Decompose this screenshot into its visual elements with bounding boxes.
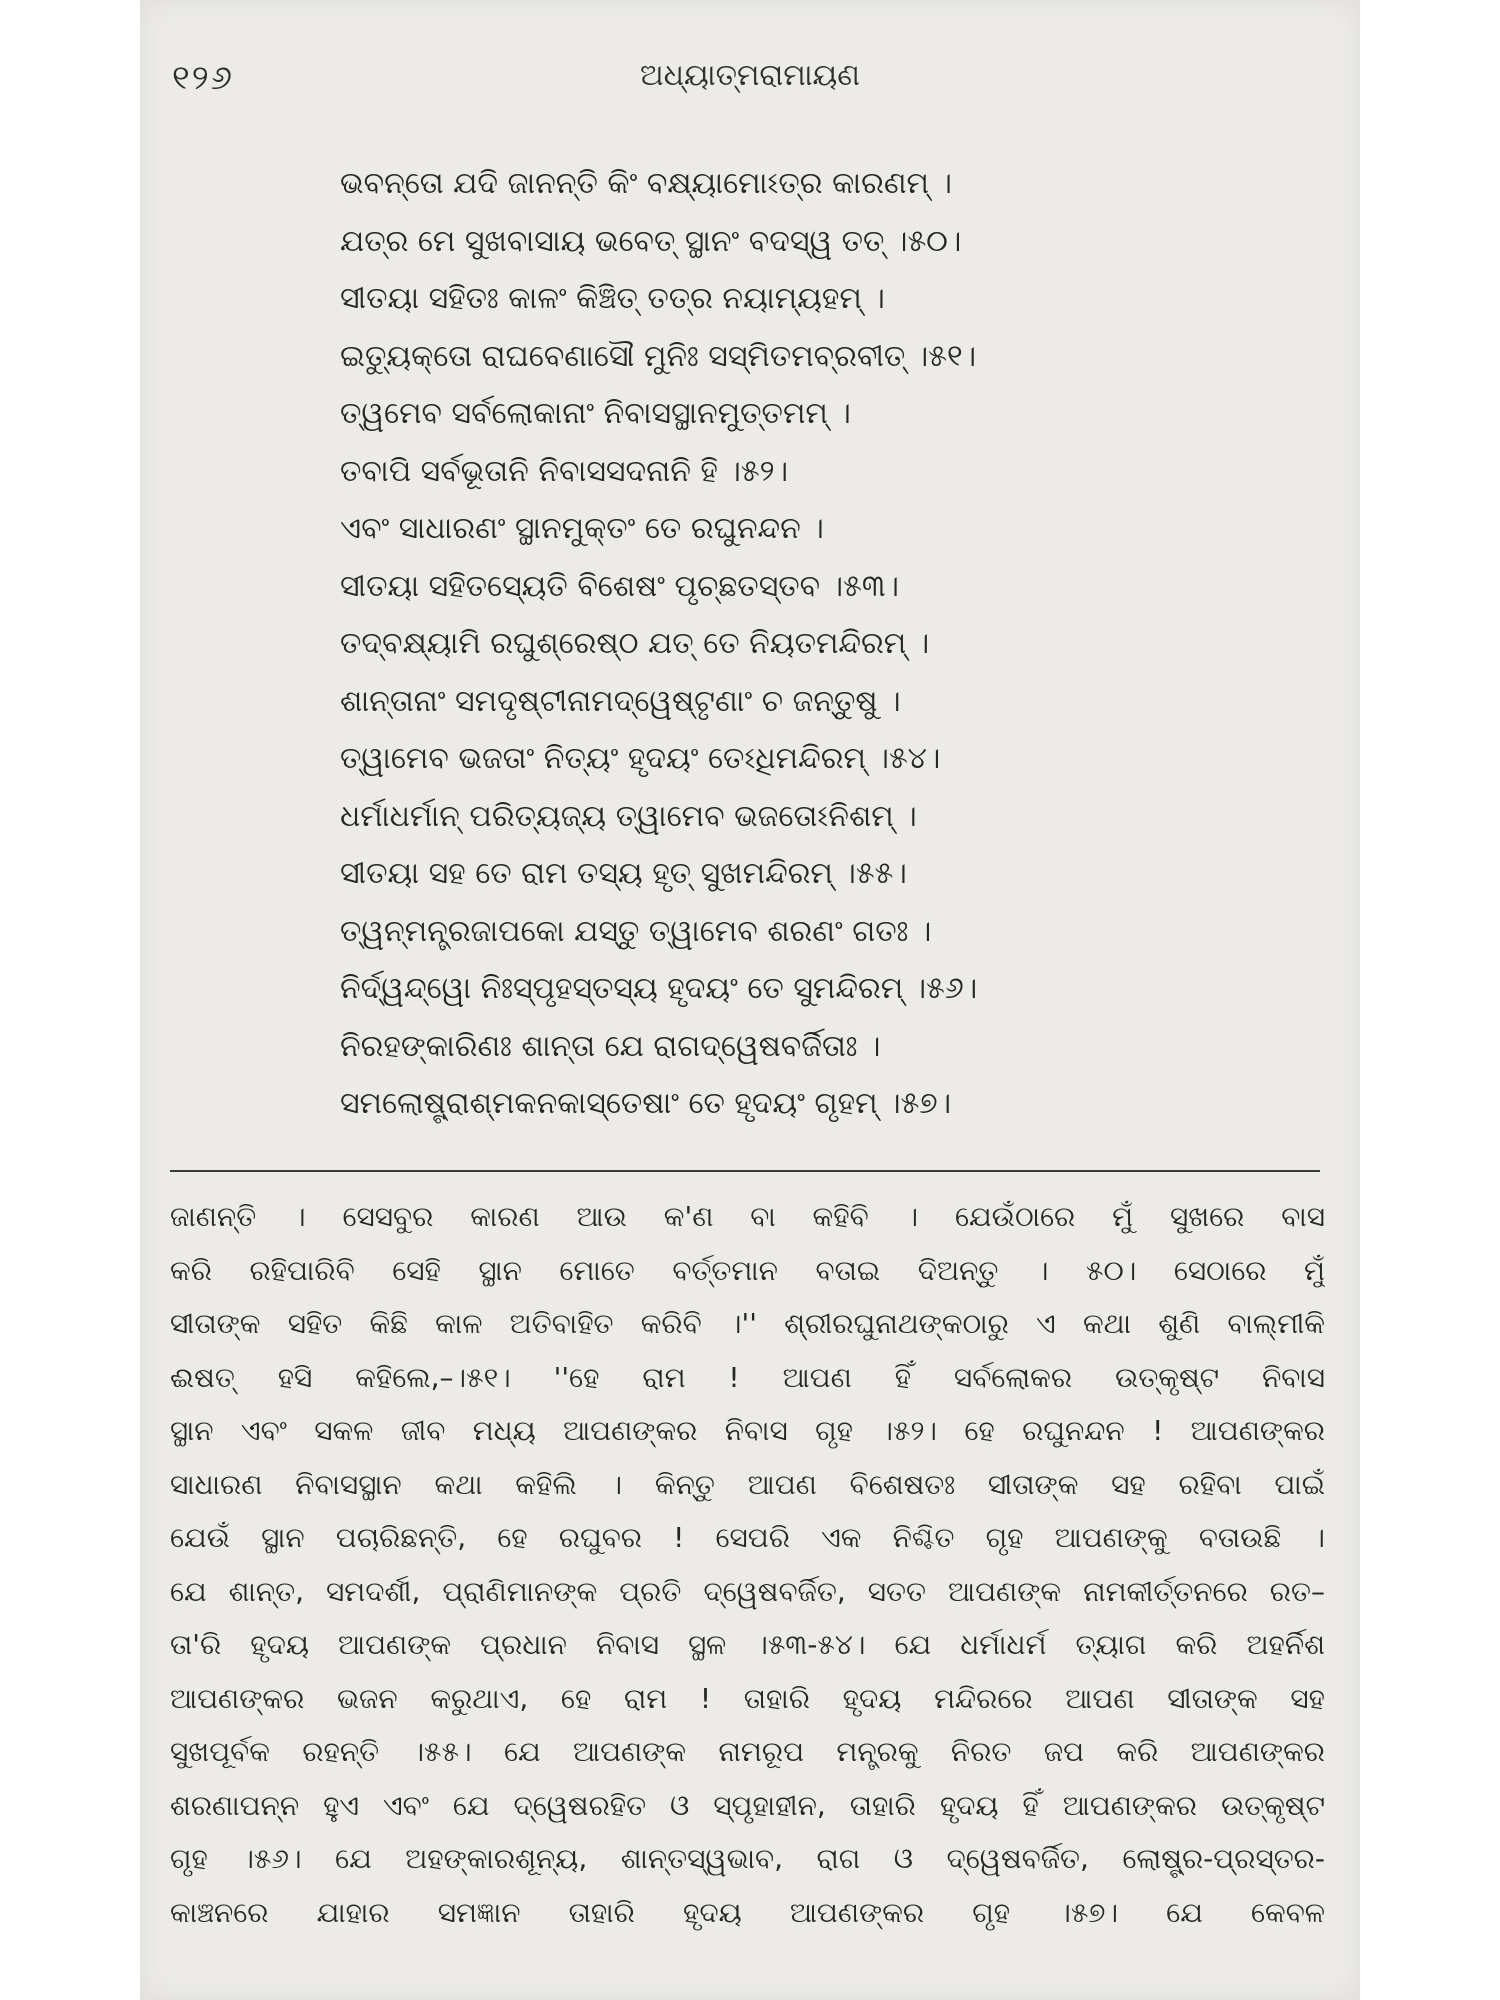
verse-line: ତ୍ୱମେବ ସର୍ବଲୋକାନାଂ ନିବାସସ୍ଥାନମୁତ୍ତମମ୍ । <box>340 396 851 431</box>
section-divider <box>170 1170 1320 1172</box>
translation-line: ଯେ ଶାନ୍ତ, ସମଦର୍ଶୀ, ପ୍ରାଣିମାନଙ୍କ ପ୍ରତି ଦ୍ୱେଷବର୍ଜିତ, ସତତ ଆପଣଙ୍କ ନାମକୀର୍ତ୍ତନରେ ରତ– <box>170 1574 1325 1608</box>
verse-line: ଭବନ୍ତୋ ଯଦି ଜାନନ୍ତି କିଂ ବକ୍ଷ୍ୟାମୋଽତ୍ର କାରଣମ୍ । <box>340 166 952 201</box>
verse-line: ଯତ୍ର ମେ ସୁଖବାସାୟ ଭବେତ୍ ସ୍ଥାନଂ ବଦସ୍ୱ ତତ୍ ।୫୦। <box>340 223 962 259</box>
verse-line: ଇତ୍ୟୁକ୍ତୋ ରାଘବେଣାସୌ ମୁନିଃ ସସ୍ମିତମବ୍ରବୀତ୍ ।୫୧। <box>340 338 977 374</box>
translation-line: ତା'ରି ହୃଦୟ ଆପଣଙ୍କ ପ୍ରଧାନ ନିବାସ ସ୍ଥଳ ।୫୩-୫୪। ଯେ ଧର୍ମାଧର୍ମ ତ୍ୟାଗ କରି ଅହର୍ନିଶ <box>170 1628 1325 1661</box>
verse-line: ସୀତୟା ସହ ତେ ରାମ ତସ୍ୟ ହୃତ୍ ସୁଖମନ୍ଦିରମ୍ ।୫୫। <box>340 856 907 891</box>
verse-line: ଧର୍ମାଧର୍ମାନ୍ ପରିତ୍ୟଜ୍ୟ ତ୍ୱାମେବ ଭଜତୋଽନିଶମ୍ । <box>340 798 917 834</box>
translation-line: ଜାଣନ୍ତି । ସେସବୁର କାରଣ ଆଉ କ'ଣ ବା କହିବି । ଯେଉଁଠାରେ ମୁଁ ସୁଖରେ ବାସ <box>170 1200 1325 1233</box>
page-header <box>140 50 1360 110</box>
translation-line: ଆପଣଙ୍କର ଭଜନ କରୁଥାଏ, ହେ ରାମ ! ତାହାରି ହୃଦୟ ମନ୍ଦିରରେ ଆପଣ ସୀତାଙ୍କ ସହ <box>170 1681 1325 1715</box>
verse-line: ତବାପି ସର୍ବଭୂତାନି ନିବାସସଦନାନି ହି ।୫୨। <box>340 453 789 489</box>
translation-line: ସୀତାଙ୍କ ସହିତ କିଛି କାଳ ଅତିବାହିତ କରିବି ।'' ଶ୍ରୀରଘୁନାଥଙ୍କଠାରୁ ଏ କଥା ଶୁଣି ବାଲ୍ମୀକି <box>170 1307 1325 1340</box>
verse-line: ସମଲୋଷ୍ଟ୍ରାଶ୍ମକନକାସ୍ତେଷାଂ ତେ ହୃଦୟଂ ଗୃହମ୍ ।୫୭। <box>340 1086 952 1121</box>
translation-line: କାଞ୍ଚନରେ ଯାହାର ସମଜ୍ଞାନ ତାହାରି ହୃଦୟ ଆପଣଙ୍କର ଗୃହ ।୫୭। ଯେ କେବଳ <box>170 1895 1325 1929</box>
translation-line: ଶରଣାପନ୍ନ ହୁଏ ଏବଂ ଯେ ଦ୍ୱେଷରହିତ ଓ ସ୍ପୃହାହୀନ, ତାହାରି ହୃଦୟ ହିଁ ଆପଣଙ୍କର ଉତ୍କୃଷ୍ଟ <box>170 1788 1325 1822</box>
verse-line: ସୀତୟା ସହିତଃ କାଳଂ କିଞ୍ଚିତ୍ ତତ୍ର ନୟାମ୍ୟହମ୍ । <box>340 281 885 316</box>
verse-line: ଏବଂ ସାଧାରଣଂ ସ୍ଥାନମୁକ୍ତଂ ତେ ରଘୁନନ୍ଦନ । <box>340 511 824 546</box>
verse-line: ତ୍ୱନ୍ମନ୍ତ୍ରଜାପକୋ ଯସ୍ତୁ ତ୍ୱାମେବ ଶରଣଂ ଗତଃ । <box>340 913 932 949</box>
verse-line: ନିର୍ଦ୍ୱନ୍ଦ୍ୱୋ ନିଃସ୍ପୃହସ୍ତସ୍ୟ ହୃଦୟଂ ତେ ସୁମନ୍ଦିରମ୍ ।୫୬। <box>340 971 978 1006</box>
translation-line: ଗୃହ ।୫୬। ଯେ ଅହଙ୍କାରଶୂନ୍ୟ, ଶାନ୍ତସ୍ୱଭାବ, ରାଗ ଓ ଦ୍ୱେଷବର୍ଜିତ, ଲୋଷ୍ଟ୍ର-ପ୍ରସ୍ତର- <box>170 1842 1325 1875</box>
verse-line: ସୀତୟା ସହିତସ୍ୟେତି ବିଶେଷଂ ପୃଚ୍ଛତସ୍ତବ ।୫୩। <box>340 568 899 604</box>
translation-line: ସ୍ଥାନ ଏବଂ ସକଳ ଜୀବ ମଧ୍ୟ ଆପଣଙ୍କର ନିବାସ ଗୃହ ।୫୨। ହେ ରଘୁନନ୍ଦନ ! ଆପଣଙ୍କର <box>170 1414 1325 1447</box>
odia-translation <box>170 1190 1325 1939</box>
verse-line: ତ୍ୱାମେବ ଭଜତାଂ ନିତ୍ୟଂ ହୃଦୟଂ ତେଽଧିମନ୍ଦିରମ୍ ।୫୪। <box>340 741 941 776</box>
sanskrit-verses <box>340 155 1300 1133</box>
verse-line: ତଦ୍‌ବକ୍ଷ୍ୟାମି ରଘୁଶ୍ରେଷ୍ଠ ଯତ୍ ତେ ନିୟତମନ୍ଦିରମ୍ । <box>340 626 930 661</box>
page-number: ୧୨୬ <box>172 58 234 98</box>
translation-line: ସୁଖପୂର୍ବକ ରହନ୍ତି ।୫୫। ଯେ ଆପଣଙ୍କ ନାମରୂପ ମନ୍ତ୍ରକୁ ନିରତ ଜପ କରି ଆପଣଙ୍କର <box>170 1735 1325 1768</box>
book-page <box>140 0 1360 2000</box>
translation-line: ଯେଉଁ ସ୍ଥାନ ପଚାରିଛନ୍ତି, ହେ ରଘୁବର ! ସେପରି ଏକ ନିଶ୍ଚିତ ଗୃହ ଆପଣଙ୍କୁ ବତାଉଛି । <box>170 1521 1325 1554</box>
verse-line: ଶାନ୍ତାନାଂ ସମଦୃଷ୍ଟୀନାମଦ୍ୱେଷ୍ଟୃଣାଂ ଚ ଜନ୍ତୁଷୁ । <box>340 683 901 719</box>
running-title: ଅଧ୍ୟାତ୍ମରାମାୟଣ <box>640 58 860 93</box>
verse-line: ନିରହଙ୍କାରିଣଃ ଶାନ୍ତା ଯେ ରାଗଦ୍ୱେଷବର୍ଜିତାଃ । <box>340 1028 881 1064</box>
translation-line: କରି ରହିପାରିବି ସେହି ସ୍ଥାନ ମୋତେ ବର୍ତ୍ତମାନ ବତାଇ ଦିଅନ୍ତୁ । ୫୦। ସେଠାରେ ମୁଁ <box>170 1253 1325 1287</box>
translation-line: ସାଧାରଣ ନିବାସସ୍ଥାନ କଥା କହିଲି । କିନ୍ତୁ ଆପଣ ବିଶେଷତଃ ସୀତାଙ୍କ ସହ ରହିବା ପାଇଁ <box>170 1467 1325 1501</box>
translation-line: ଈଷତ୍ ହସି କହିଲେ,–।୫୧। ''ହେ ରାମ ! ଆପଣ ହିଁ ସର୍ବଲୋକର ଉତ୍କୃଷ୍ଟ ନିବାସ <box>170 1360 1325 1394</box>
